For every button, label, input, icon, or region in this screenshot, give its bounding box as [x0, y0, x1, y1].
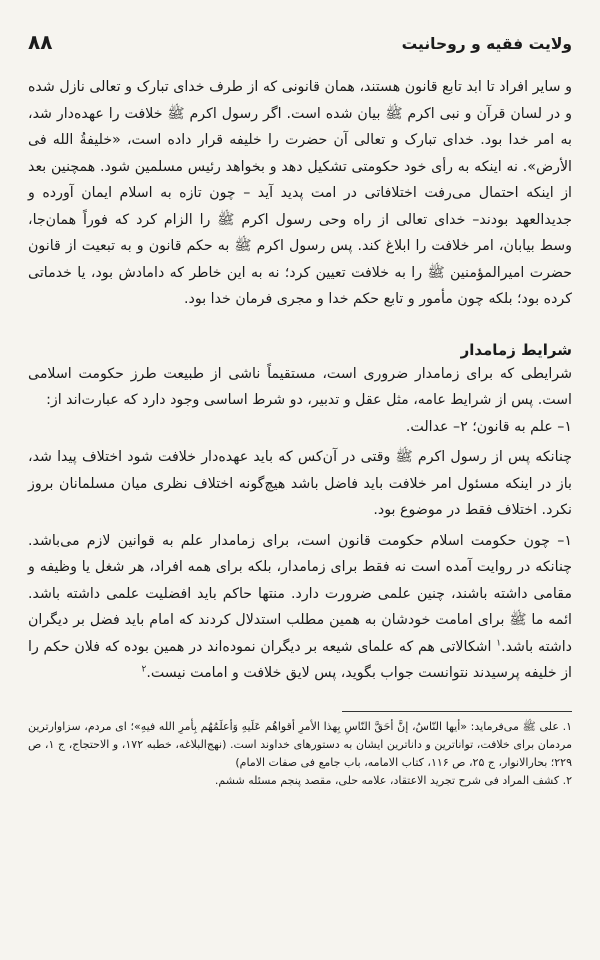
body-paragraph-3: [28, 528, 572, 687]
para3-text: ۱– چون حکومت اسلام حکومت قانون است، برای زمامدار علم به قوانین لازم می‌باشد. چنانکه در روایت آمده است نه فقط برای زمامدار، بلکه برای همه افراد، هر شغل یا وظیفه و مقامی داشته باشند، چنین علمی ضرورت دارد. منتها حاکم باید افضلیت علمی داشته باشد. ائمه ما ﷺ برای امامت خودشان به همین مطلب استدلال کردند که امام باید فضل بر دیگران داشته باشد.: [28, 532, 572, 655]
footnote-1: ۱. علی ﷺ می‌فرماید: «أیها النّاسُ، إنَّ أحَقَّ النّاسِ بِهذا الأمرِ أقواهُم عَلَیهِ وَأعلَمُهُم بِأمرِ الله فیهِ»؛ ای مردم، سزاوارترین مردمان برای خلافت، تواناترین و داناترین ایشان به دستورهای خداوند است. (نهج‌البلاغه، خطبه ۱۷۲، و الاحتجاج، ج ۱، ص ۲۲۹؛ بحارالانوار، ج ۲۵، ص ۱۱۶، کتاب الامامه، باب جامع فی صفات الامام): [28, 719, 572, 769]
footnote-2: ۲. کشف المراد فی شرح تجرید الاعتقاد، علامه حلی، مقصد پنجم مسئله ششم.: [214, 773, 572, 787]
footnote-ref-1: ۱: [496, 637, 502, 648]
para3-tail: اشکالاتی هم که علمای شیعه بر دیگران نموده‌اند در همین بوده که فلان حکم را از خلیفه پرسیدند نتوانست جواب بگوید، پس لایق خلافت و امامت نیست.: [28, 638, 572, 681]
body-paragraph: و سایر افراد تا ابد تابع قانون هستند، همان قانونی که از طرف خدای تبارک و تعالی نازل شده و در لسان قرآن و نبی اکرم ﷺ بیان شده است. اگر رسول اکرم ﷺ خلافت را عهده‌دار شد، به امر خدا بود. خدای تبارک و تعالی آن حضرت را خلیفه قرار داده است، «خلیفةُ الله فی الأرض». نه اینکه به رأی خود حکومتی تشکیل دهد و بخواهد رئیس مسلمین شود. همچنین بعد از اینکه احتمال می‌رفت اختلافاتی در امت پدید آید – چون تازه به اسلام ایمان آورده و جدیدالعهد بودند– خدای تعالی از راه وحی رسول اکرم ﷺ را الزام کرد که فوراً همان‌جا، وسط بیابان، امر خلافت را ابلاغ کند. پس رسول اکرم ﷺ به حکم قانون و به تبعیت از قانون حضرت امیرالمؤمنین ﷺ را به خلافت تعیین کرد؛ نه به این خاطر که دامادش بود، یا خدماتی کرده بود؛ بلکه چون مأمور و تابع حکم خدا و مجری فرمان خدا بود.: [28, 79, 572, 307]
section-heading: شرایط زمامدار: [460, 340, 572, 359]
body-paragraph-2: چنانکه پس از رسول اکرم ﷺ وقتی در آن‌کس که باید عهده‌دار خلافت شود اختلاف پیدا شد، باز در اینکه مسئول امر خلافت باید فاضل باشد هیچ‌گونه اختلاف نظری میان مسلمانان بروز نکرد. اختلاف فقط در موضوع بود.: [28, 449, 572, 518]
page-header: [28, 30, 572, 60]
page-number: ۸۸: [28, 30, 53, 54]
running-title: ولایت فقیه و روحانیت: [401, 35, 572, 53]
conditions-line: ۱– علم به قانون؛ ۲– عدالت.: [405, 418, 572, 435]
footnote-divider: [342, 711, 572, 712]
section-intro: شرایطی که برای زمامدار ضروری است، مستقیماً ناشی از طبیعت طرز حکومت اسلامی است. پس از شرایط عامه، مثل عقل و تدبیر، دو شرط اساسی وجود دارد که عبارت‌اند از:: [28, 365, 572, 408]
footnote-ref-2: ۲: [141, 664, 147, 675]
